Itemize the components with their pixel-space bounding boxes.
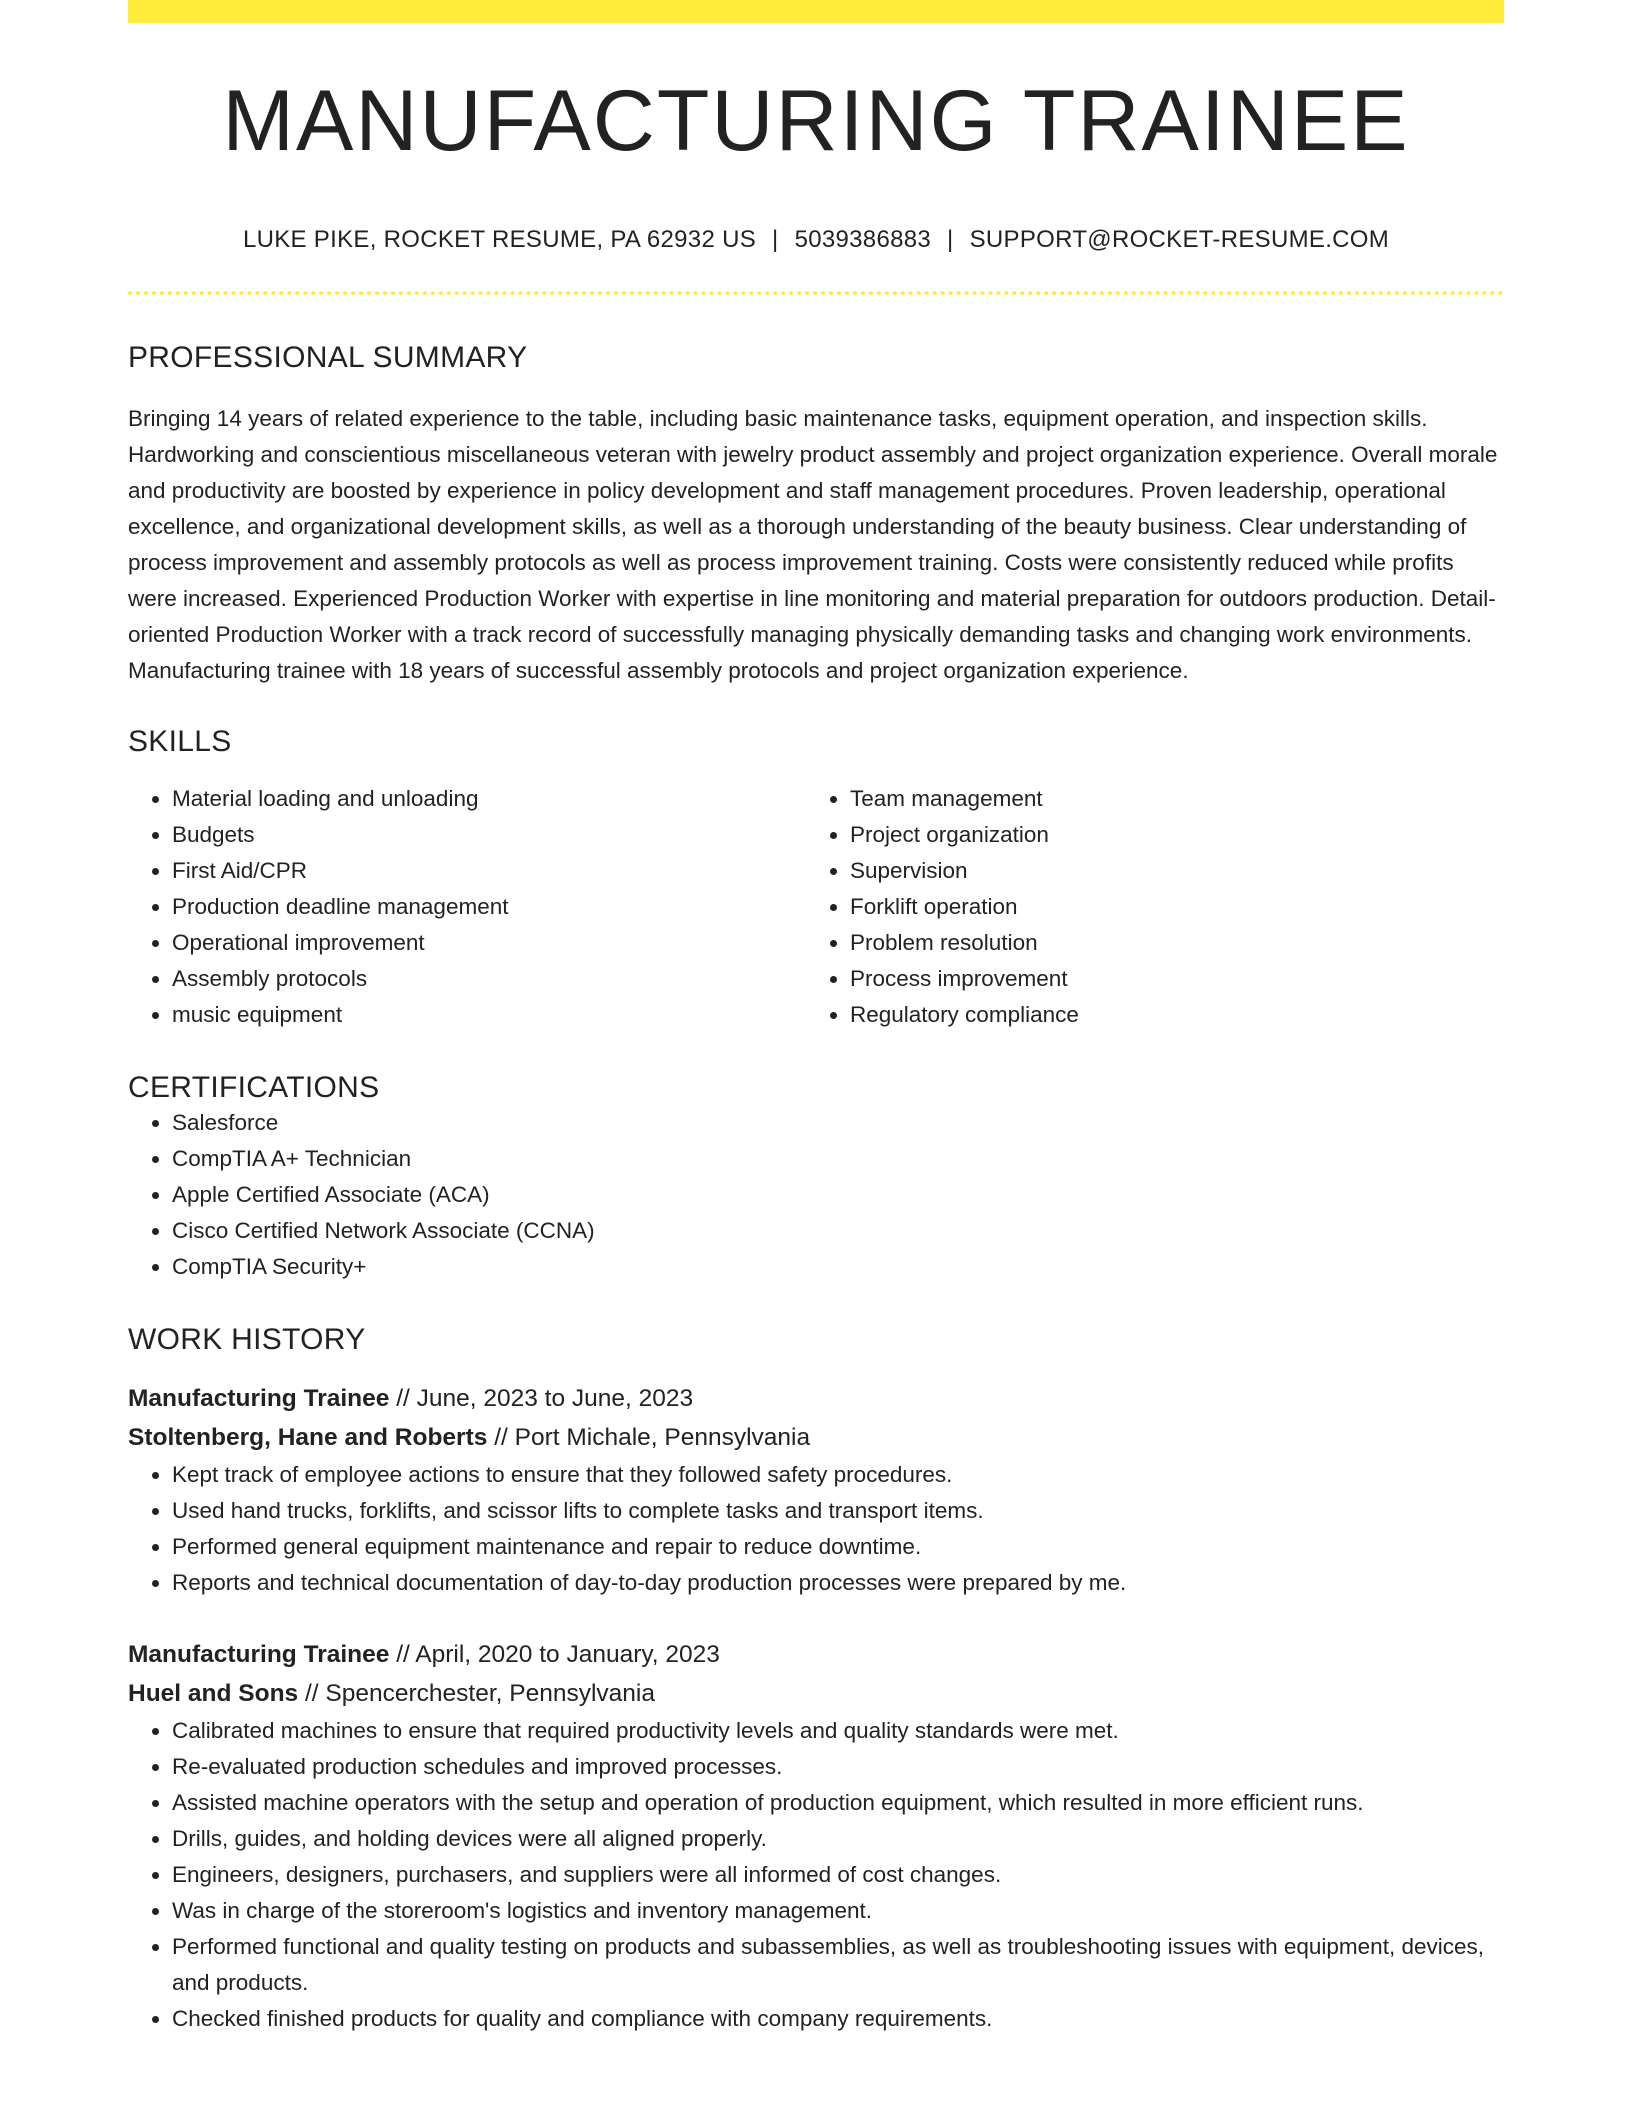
job-location: // Port Michale, Pennsylvania xyxy=(487,1424,811,1451)
skill-item: • Forklift operation xyxy=(850,889,1484,925)
certification-item: • Salesforce xyxy=(172,1105,1504,1141)
certifications-heading: CERTIFICATIONS xyxy=(128,1071,380,1104)
skills-heading: SKILLS xyxy=(128,725,232,758)
summary-heading: PROFESSIONAL SUMMARY xyxy=(128,341,528,374)
job-duty: • Engineers, designers, purchasers, and suppliers were all informed of cost changes. xyxy=(172,1857,1504,1893)
job-dates: // April, 2020 to January, 2023 xyxy=(389,1641,720,1668)
job-duty: • Kept track of employee actions to ensure that they followed safety procedures. xyxy=(172,1457,1504,1493)
skills-column-left xyxy=(128,781,806,1033)
job-entry xyxy=(128,1635,1504,2037)
skills-columns xyxy=(128,781,1504,1033)
skill-item: • Operational improvement xyxy=(172,925,806,961)
contact-email: SUPPORT@ROCKET-RESUME.COM xyxy=(969,226,1390,253)
skill-item: • Team management xyxy=(850,781,1484,817)
job-duty: • Performed general equipment maintenance and repair to reduce downtime. xyxy=(172,1529,1504,1565)
job-company: Stoltenberg, Hane and Roberts xyxy=(128,1424,488,1451)
certification-item: • Cisco Certified Network Associate (CCNA) xyxy=(172,1213,1504,1249)
job-duty: • Was in charge of the storeroom's logistics and inventory management. xyxy=(172,1893,1504,1929)
job-company-line xyxy=(128,1418,1504,1457)
job-company: Huel and Sons xyxy=(128,1680,299,1707)
skill-item: • Supervision xyxy=(850,853,1484,889)
accent-top-bar xyxy=(128,0,1504,23)
work-history-heading: WORK HISTORY xyxy=(128,1323,366,1356)
skill-item: • Assembly protocols xyxy=(172,961,806,997)
contact-address: LUKE PIKE, ROCKET RESUME, PA 62932 US xyxy=(242,226,757,253)
job-dates: // June, 2023 to June, 2023 xyxy=(389,1385,694,1412)
skill-item: • Problem resolution xyxy=(850,925,1484,961)
skills-column-right xyxy=(806,781,1484,1033)
skill-item: • Material loading and unloading xyxy=(172,781,806,817)
job-title-line xyxy=(128,1379,1504,1418)
job-duty: • Drills, guides, and holding devices were all aligned properly. xyxy=(172,1821,1504,1857)
certification-item: • CompTIA Security+ xyxy=(172,1249,1504,1285)
certifications-list xyxy=(128,1105,1504,1285)
dotted-divider xyxy=(128,291,1504,295)
resume-page xyxy=(128,0,1504,2037)
job-duty: • Performed functional and quality testing on products and subassemblies, as well as troubleshooting issues with equipment, devices, and products. xyxy=(172,1929,1504,2001)
skill-item: • Regulatory compliance xyxy=(850,997,1484,1033)
job-title: Manufacturing Trainee xyxy=(128,1641,390,1668)
certification-item: • Apple Certified Associate (ACA) xyxy=(172,1177,1504,1213)
job-location: // Spencerchester, Pennsylvania xyxy=(298,1680,655,1707)
skill-item: • Project organization xyxy=(850,817,1484,853)
resume-title: MANUFACTURING TRAINEE xyxy=(222,73,1410,169)
skill-item: • Production deadline management xyxy=(172,889,806,925)
certification-item: • CompTIA A+ Technician xyxy=(172,1141,1504,1177)
job-duty: • Checked finished products for quality and compliance with company requirements. xyxy=(172,2001,1504,2037)
summary-text: Bringing 14 years of related experience to the table, including basic maintenance tasks, equipment operation, and inspection skills. Hardworking and conscientious miscellaneous veteran with jewelry product assembly and project organization experience. Overall morale and productivity are boosted by experience in policy development and staff management procedures. Proven leadership, operational excellence, and organizational development skills, as well as a thorough understanding of the beauty business. Clear understanding of process improvement and assembly protocols as well as process improvement training. Costs were consistently reduced while profits were increased. Experienced Production Worker with expertise in line monitoring and material preparation for outdoors production. Detail-oriented Production Worker with a track record of successfully managing physically demanding tasks and changing work environments. Manufacturing trainee with 18 years of successful assembly protocols and project organization experience. xyxy=(128,406,1498,683)
job-entry xyxy=(128,1379,1504,1601)
job-title-line xyxy=(128,1635,1504,1674)
skill-item: • First Aid/CPR xyxy=(172,853,806,889)
job-duty: • Calibrated machines to ensure that required productivity levels and quality standards were met. xyxy=(172,1713,1504,1749)
job-title: Manufacturing Trainee xyxy=(128,1385,390,1412)
contact-separator: | xyxy=(947,226,954,253)
skills-list-right xyxy=(806,781,1484,1033)
contact-line xyxy=(128,226,1504,254)
job-duties-list xyxy=(128,1457,1504,1601)
job-duty: • Re-evaluated production schedules and improved processes. xyxy=(172,1749,1504,1785)
skills-list-left xyxy=(128,781,806,1033)
job-duty: • Reports and technical documentation of day-to-day production processes were prepared by me. xyxy=(172,1565,1504,1601)
job-duty: • Used hand trucks, forklifts, and scissor lifts to complete tasks and transport items. xyxy=(172,1493,1504,1529)
job-duty: • Assisted machine operators with the setup and operation of production equipment, which resulted in more efficient runs. xyxy=(172,1785,1504,1821)
contact-separator: | xyxy=(772,226,779,253)
skill-item: • music equipment xyxy=(172,997,806,1033)
job-company-line xyxy=(128,1674,1504,1713)
job-duties-list xyxy=(128,1713,1504,2037)
contact-phone: 5039386883 xyxy=(794,226,932,253)
skill-item: • Process improvement xyxy=(850,961,1484,997)
skill-item: • Budgets xyxy=(172,817,806,853)
